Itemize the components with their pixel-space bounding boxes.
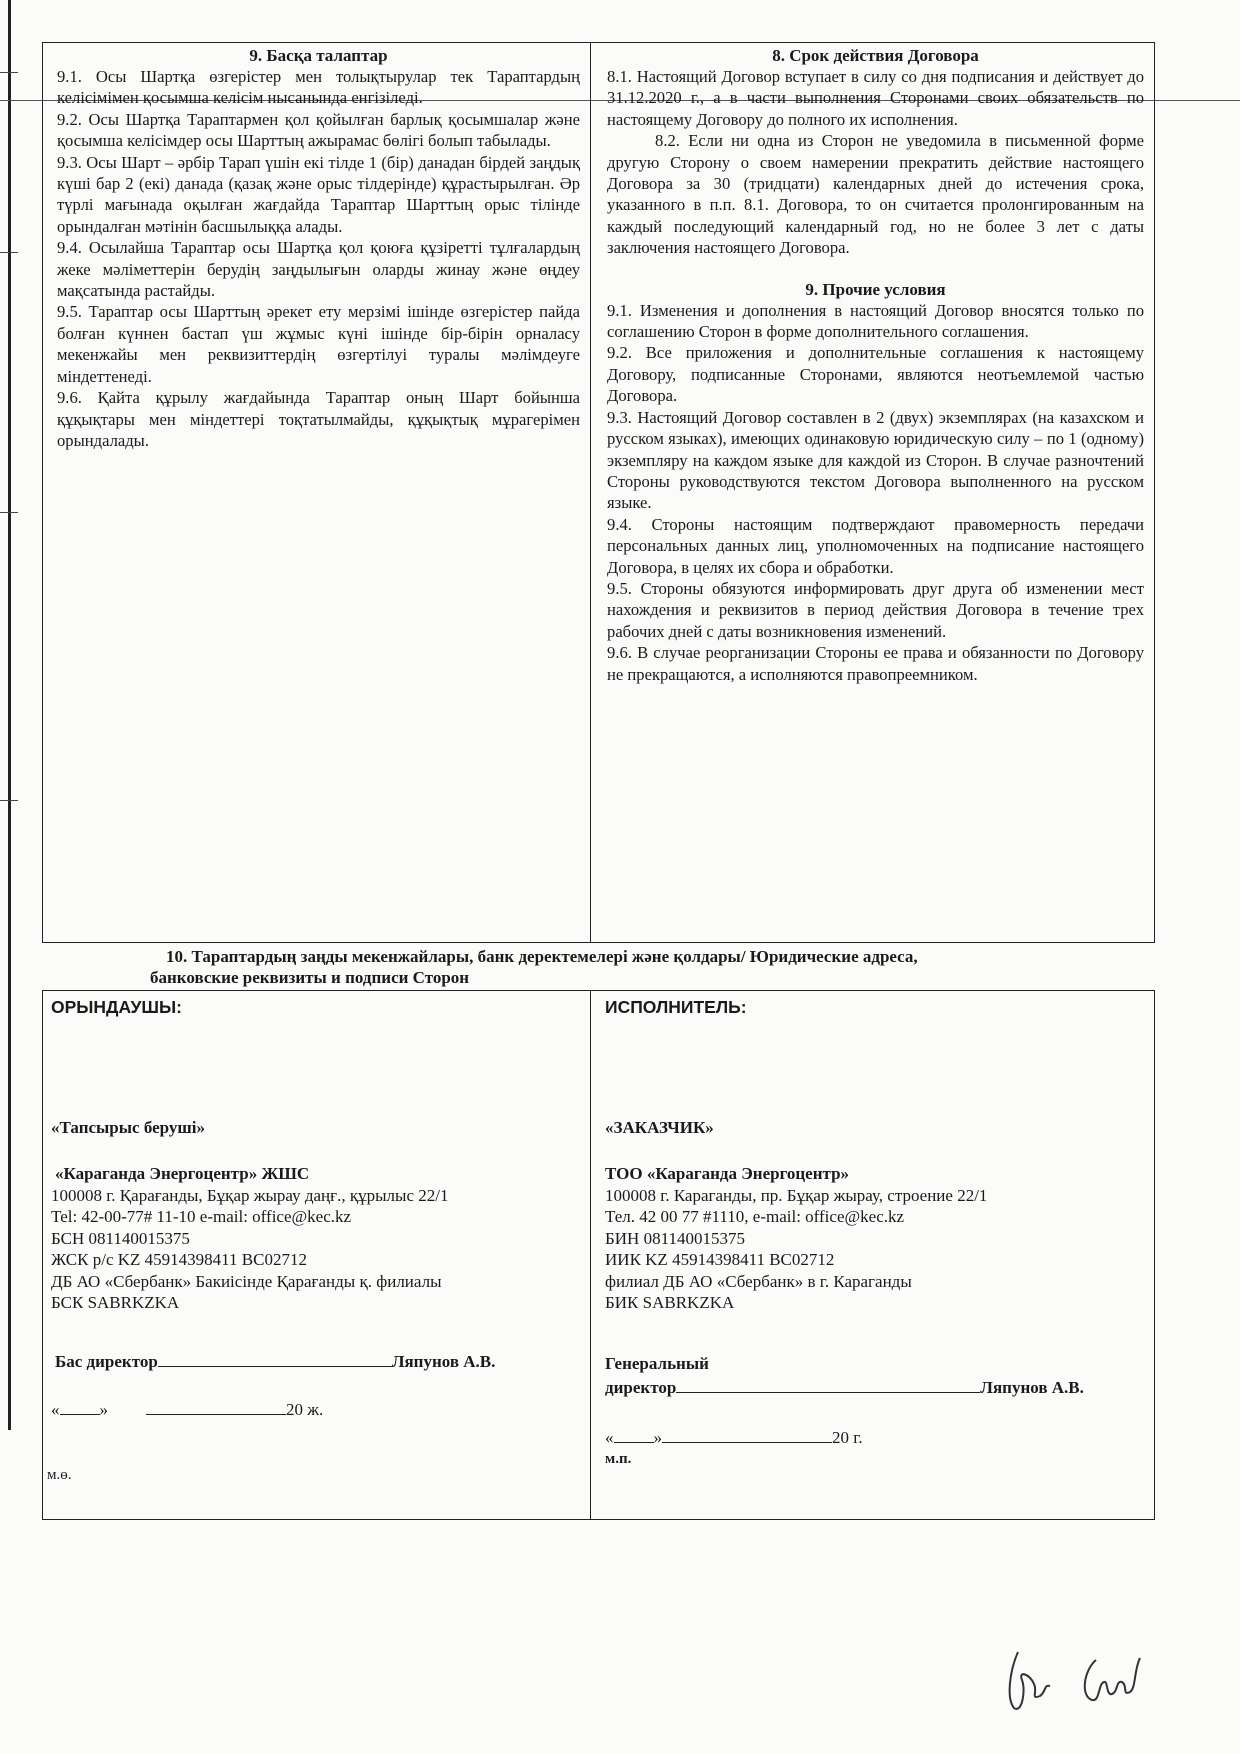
scan-mark — [0, 252, 18, 253]
party-right-address: 100008 г. Караганды, пр. Бұқар жырау, строение 22/1 — [605, 1185, 988, 1205]
party-left-role: «Тапсырыс беруші» — [51, 1117, 205, 1137]
date-quote-close: » — [99, 1400, 108, 1419]
ru-clause-9-5: 9.5. Стороны обязуются информировать друг друга об изменении мест нахождения и реквизитов в период действия Договора в течение трех рабочих дней с даты возникновения изменений. — [607, 578, 1144, 641]
party-right-signature-line — [605, 1377, 1084, 1399]
section-10-line-1: 10. Тараптардың заңды мекенжайлары, банк деректемелері және қолдары/ Юридические адреса, — [166, 947, 918, 966]
party-right-iik: ИИК KZ 45914398411 BC02712 — [605, 1250, 835, 1269]
signature-blank — [676, 1378, 980, 1393]
party-right-company: ТОО «Караганда Энергоцентр» — [605, 1164, 850, 1183]
party-right-bik: БИК SABRKZKA — [605, 1293, 735, 1312]
party-left-signature-line — [55, 1351, 495, 1373]
ru-clause-8-2: 8.2. Если ни одна из Сторон не уведомила в письменной форме другую Сторону о своем намерении прекратить действие настоящего Договора за 30 (тридцати) календарных дней до истечения срока, указанного в п.п. 8.1. Договора, то он считается пролонгированным на каждый последующий календарный год, но не более 3 лет с даты заключения настоящего Договора. — [607, 131, 1144, 258]
date-quote-open: « — [605, 1428, 614, 1447]
date-quote-open: « — [51, 1400, 60, 1419]
party-right-stamp-place: м.п. — [605, 1451, 632, 1467]
party-left-bik: БСК SABRKZKA — [51, 1293, 180, 1312]
terms-table — [42, 42, 1155, 943]
section-10-line-2: банковские реквизиты и подписи Сторон — [150, 968, 470, 987]
party-right-sign-name: Ляпунов А.В. — [980, 1378, 1084, 1397]
party-left-date — [51, 1399, 323, 1421]
day-blank — [60, 1400, 100, 1415]
party-right-sign-title-2: директор — [605, 1378, 677, 1397]
parties-table — [42, 990, 1155, 1520]
date-year: 20 ж. — [286, 1400, 324, 1419]
party-left-header: ОРЫНДАУШЫ: — [51, 997, 182, 1017]
kazakh-column — [43, 43, 591, 942]
party-right-sign-title: Генеральный — [605, 1354, 709, 1373]
kz-clause-9-3: 9.3. Осы Шарт – әрбір Тарап үшін екі тілде 1 (бір) данадан бірдей заңдық күші бар 2 (екі) данада (қазақ және орыс тілдерінде) құрастырылған. Әр түрлі мағынада оқылған жағдайда Тараптар Шарттың орыс тілінде орындалған мәтінін басшылыққа алады. — [57, 152, 581, 236]
party-right-date — [605, 1427, 863, 1449]
ru-section-9-heading: 9. Прочие условия — [805, 279, 946, 299]
date-quote-close: » — [653, 1428, 663, 1447]
kz-clause-9-4: 9.4. Осылайша Тараптар осы Шартқа қол қоюға құзіретті тұлғалардың жеке мәліметтерін берудің заңдылығын оларды жинау және өңдеу мақсатында растайды. — [57, 238, 581, 301]
ru-clause-8-1: 8.1. Настоящий Договор вступает в силу со дня подписания и действует до 31.12.2020 г., а в части выполнения Сторонами своих обязательств по настоящему Договору до полного их исполнения. — [607, 67, 1144, 129]
ru-clause-9-1: 9.1. Изменения и дополнения в настоящий Договор вносятся только по соглашению Сторон в форме дополнительного соглашения. — [607, 300, 1144, 342]
signature-blank — [158, 1352, 392, 1367]
party-right-role: «ЗАКАЗЧИК» — [605, 1117, 714, 1137]
party-left-details — [51, 1185, 590, 1314]
party-left-contact: Tel: 42-00-77# 11-10 e-mail: office@kec.kz — [51, 1207, 352, 1226]
kz-clause-9-6: 9.6. Қайта құрылу жағдайында Тараптар оның Шарт бойынша құқықтары мен міндеттері тоқтатылмайды, құқықтық мұрагерімен орындалады. — [57, 388, 581, 450]
party-right-contact: Тел. 42 00 77 #1110, e-mail: office@kec.kz — [605, 1207, 905, 1226]
month-blank — [146, 1400, 286, 1415]
russian-column — [591, 43, 1154, 942]
party-left-bank: ДБ АО «Сбербанк» Бакиісінде Қарағанды қ. филиалы — [51, 1271, 442, 1291]
ru-clause-9-3: 9.3. Настоящий Договор составлен в 2 (двух) экземплярах (на казахском и русском языках), имеющих одинаковую юридическую силу – по 1 (одному) экземпляру на каждом языке для каждой из Сторон. В случае разночтений Стороны руководствуются текстом Договора выполненного на русском языке. — [607, 407, 1144, 513]
party-left-bin: БСН 081140015375 — [51, 1228, 190, 1248]
kz-clause-9-1: 9.1. Осы Шартқа өзгерістер мен толықтырулар тек Тараптардың келісімімен қосымша келісім нысанында енгізіледі. — [57, 67, 581, 108]
party-right-details — [605, 1185, 1154, 1314]
party-right-header: ИСПОЛНИТЕЛЬ: — [605, 997, 747, 1017]
party-left-sign-name: Ляпунов А.В. — [391, 1352, 496, 1371]
ru-section-8-heading: 8. Срок действия Договора — [772, 46, 979, 65]
kz-clause-9-2: 9.2. Осы Шартқа Тараптармен қол қойылған барлық қосымшалар және қосымша келісімдер осы Шарттың ажырамас бөлігі болып табылады. — [57, 109, 581, 151]
party-left-address: 100008 г. Қарағанды, Бұқар жырау даңғ., құрылыс 22/1 — [51, 1185, 449, 1205]
party-left-company: «Караганда Энергоцентр» ЖШС — [55, 1164, 310, 1183]
date-year: 20 г. — [832, 1428, 863, 1447]
handwritten-signatures — [1000, 1640, 1160, 1720]
party-left — [43, 991, 591, 1519]
section-10-heading — [150, 946, 1110, 988]
ru-clause-9-4: 9.4. Стороны настоящим подтверждают правомерность передачи персональных данных лиц, уполномоченных на подписание настоящего Договора, в целях их сбора и обработки. — [607, 514, 1144, 577]
kz-section-9-heading: 9. Басқа талаптар — [249, 46, 388, 65]
ru-clause-9-6: 9.6. В случае реорганизации Стороны ее права и обязанности по Договору не прекращаются, а исполняются правопреемником. — [607, 643, 1144, 684]
party-right-bin: БИН 081140015375 — [605, 1228, 745, 1248]
kz-clause-9-5: 9.5. Тараптар осы Шарттың әрекет ету мерзімі ішінде өзгерістер пайда болған күннен бастап үш жұмыс күні ішінде бір-бірін орналасу мекенжайы мен реквизиттердің өзгертілуі туралы мәлімдеуге міндеттенеді. — [57, 302, 581, 386]
party-right-bank: филиал ДБ АО «Сбербанк» в г. Караганды — [605, 1271, 912, 1291]
scan-mark — [0, 512, 18, 513]
scan-mark — [0, 72, 18, 73]
month-blank — [662, 1428, 832, 1443]
party-left-sign-title: Бас директор — [55, 1352, 158, 1371]
party-right — [591, 991, 1154, 1519]
ru-clause-9-2: 9.2. Все приложения и дополнительные соглашения к настоящему Договору, подписанные Сторонами, являются неотъемлемой частью Договора. — [607, 343, 1144, 406]
party-left-stamp-place: м.ө. — [47, 1467, 72, 1483]
party-left-iik: ЖСК р/с KZ 45914398411 BC02712 — [51, 1250, 307, 1269]
scan-left-border — [8, 0, 11, 1430]
scan-mark — [0, 800, 18, 801]
day-blank — [614, 1428, 654, 1443]
